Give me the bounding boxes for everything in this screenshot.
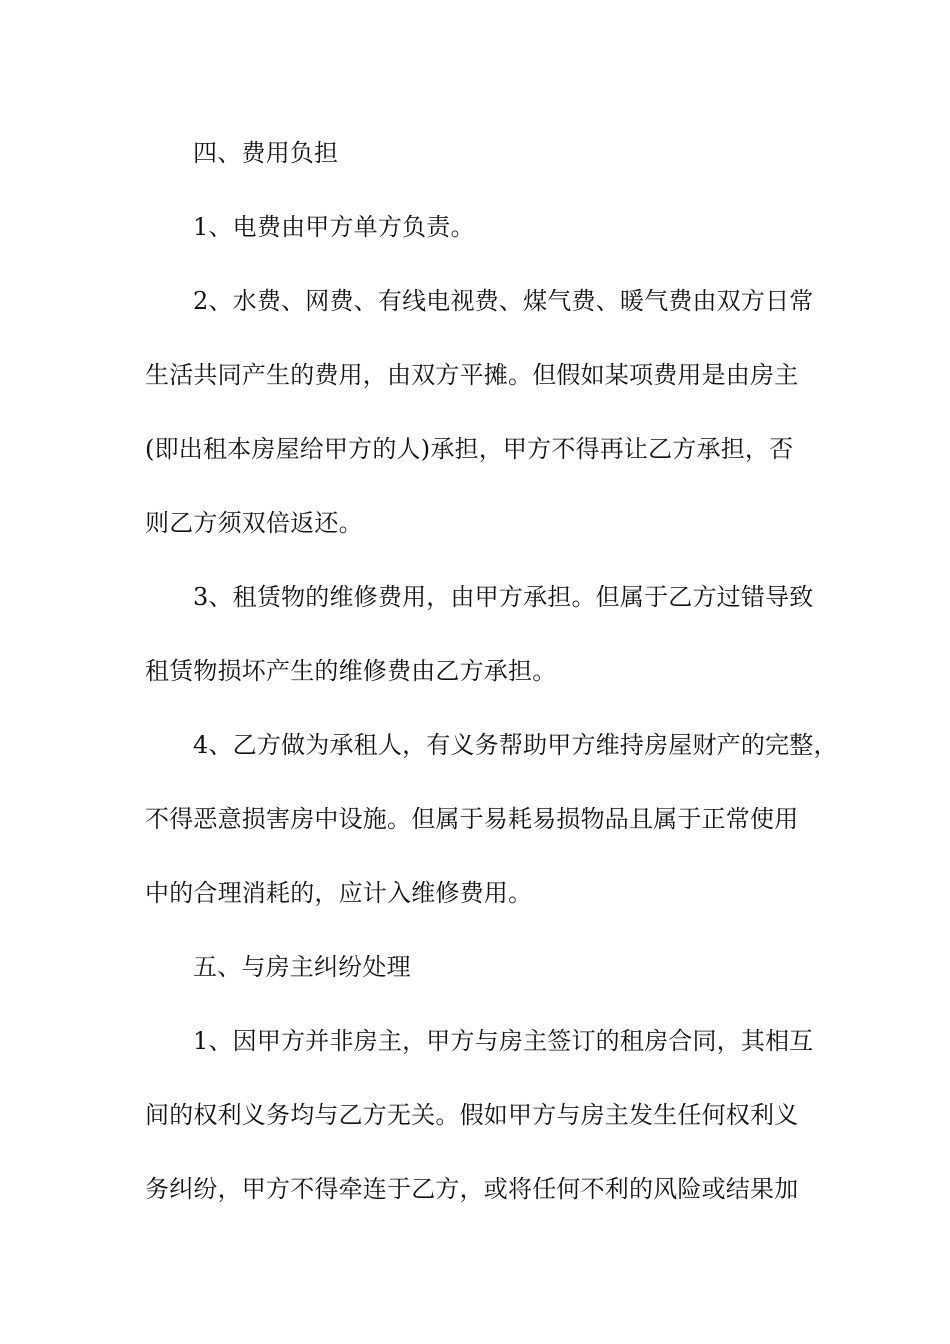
fee-item-2-line-2: 生活共同产生的费用，由双方平摊。但假如某项费用是由房主 [145,361,799,389]
section-heading-landlord-disputes: 五、与房主纠纷处理 [193,953,411,981]
fee-item-3-line-2: 租赁物损坏产生的维修费由乙方承担。 [145,657,557,685]
fee-item-4-line-2: 不得恶意损害房中设施。但属于易耗易损物品且属于正常使用 [145,805,799,833]
section-heading-fees: 四、费用负担 [193,139,339,167]
fee-item-2-line-3: (即出租本房屋给甲方的人)承担，甲方不得再让乙方承担，否 [145,435,794,463]
fee-item-2-line-4: 则乙方须双倍返还。 [145,509,363,537]
fee-item-4-line-1: 4、乙方做为承租人，有义务帮助甲方维持房屋财产的完整， [193,731,838,759]
dispute-item-1-line-3: 务纠纷，甲方不得牵连于乙方，或将任何不利的风险或结果加 [145,1175,799,1203]
fee-item-2-line-1: 2、水费、网费、有线电视费、煤气费、暖气费由双方日常 [193,287,814,315]
fee-item-3-line-1: 3、租赁物的维修费用，由甲方承担。但属于乙方过错导致 [193,583,814,611]
fee-item-1: 1、电费由甲方单方负责。 [193,213,475,241]
dispute-item-1-line-2: 间的权利义务均与乙方无关。假如甲方与房主发生任何权利义 [145,1101,799,1129]
dispute-item-1-line-1: 1、因甲方并非房主，甲方与房主签订的租房合同，其相互 [193,1027,814,1055]
fee-item-4-line-3: 中的合理消耗的，应计入维修费用。 [145,879,533,907]
